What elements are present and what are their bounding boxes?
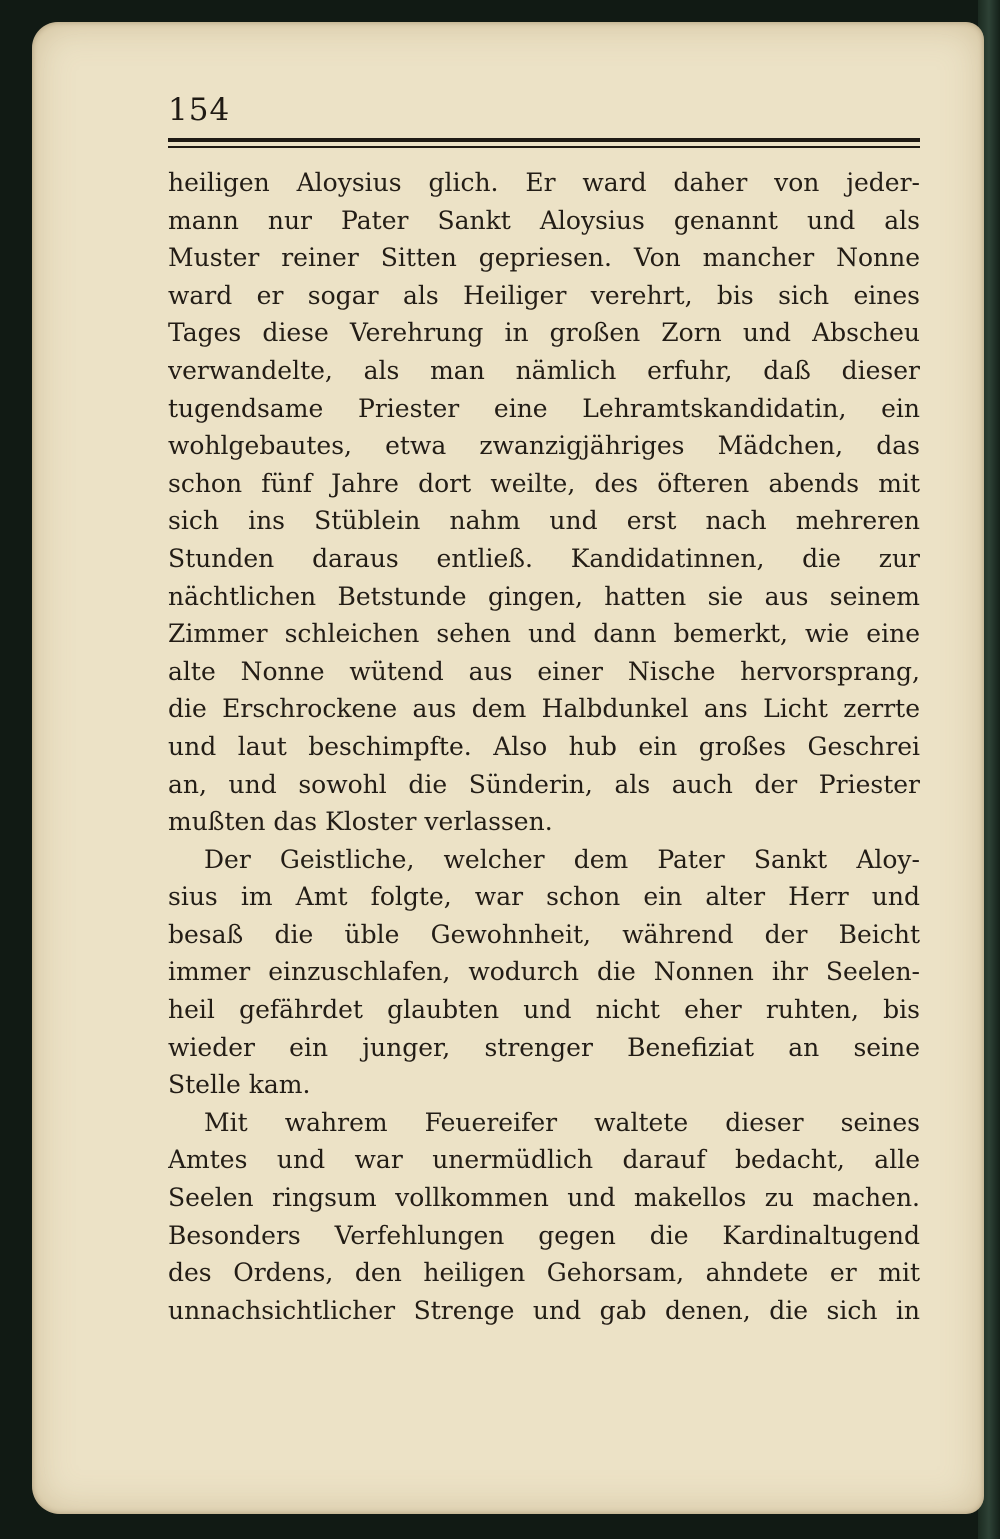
text-line: tugendsame Priester eine Lehramtskandidatin, ein (168, 393, 920, 423)
text-line: schon fünf Jahre dort weilte, des öfteren abends mit (168, 468, 920, 498)
text-line: nächtlichen Betstunde gingen, hatten sie aus seinem (168, 581, 920, 611)
text-line: Stelle kam. (168, 1070, 311, 1100)
text-line: wohlgebautes, etwa zwanzigjähriges Mädchen, das (168, 431, 920, 461)
text-line: Zimmer schleichen sehen und dann bemerkt, wie eine (168, 619, 920, 649)
text-line: Stunden daraus entließ. Kandidatinnen, die zur (168, 543, 920, 573)
text-line: unnachsichtlicher Strenge und gab denen, die sich in (168, 1295, 920, 1325)
text-line: alte Nonne wütend aus einer Nische hervorsprang, (168, 656, 920, 686)
text-line: Seelen ringsum vollkommen und makellos zu machen. (168, 1183, 920, 1213)
text-line: des Ordens, den heiligen Gehorsam, ahndete er mit (168, 1258, 920, 1288)
page-number: 154 (168, 92, 231, 128)
text-line: sius im Amt folgte, war schon ein alter Herr und (168, 882, 920, 912)
header-rule-thick (168, 138, 920, 142)
text-line: verwandelte, als man nämlich erfuhr, daß dieser (168, 355, 920, 385)
text-line: Muster reiner Sitten gepriesen. Von mancher Nonne (168, 243, 920, 273)
header-rule-thin (168, 146, 920, 148)
text-line: sich ins Stüblein nahm und erst nach mehreren (168, 506, 920, 536)
text-line: wieder ein junger, strenger Benefiziat an seine (168, 1032, 920, 1062)
body-text (168, 164, 920, 1329)
text-line: mann nur Pater Sankt Aloysius genannt und als (168, 205, 920, 235)
text-line: an, und sowohl die Sünderin, als auch der Priester (168, 769, 920, 799)
text-line: Der Geistliche, welcher dem Pater Sankt Aloy- (204, 844, 920, 874)
text-line: und laut beschimpfte. Also hub ein großes Geschrei (168, 731, 920, 761)
page-header (168, 92, 920, 156)
text-line: Tages diese Verehrung in großen Zorn und Abscheu (168, 318, 920, 348)
text-line: heiligen Aloysius glich. Er ward daher von jeder- (168, 168, 920, 197)
text-line: Besonders Verfehlungen gegen die Kardinaltugend (168, 1220, 920, 1250)
text-line: Mit wahrem Feuereifer waltete dieser seines (204, 1107, 920, 1137)
text-line: immer einzuschlafen, wodurch die Nonnen ihr Seelen- (168, 957, 920, 987)
text-line: die Erschrockene aus dem Halbdunkel ans Licht zerrte (168, 694, 920, 724)
text-line: ward er sogar als Heiliger verehrt, bis sich eines (168, 280, 920, 310)
text-line: mußten das Kloster verlassen. (168, 807, 553, 837)
text-line: heil gefährdet glaubten und nicht eher ruhten, bis (168, 995, 920, 1025)
text-line: Amtes und war unermüdlich darauf bedacht, alle (168, 1145, 920, 1175)
text-line: besaß die üble Gewohnheit, während der Beicht (168, 919, 920, 949)
